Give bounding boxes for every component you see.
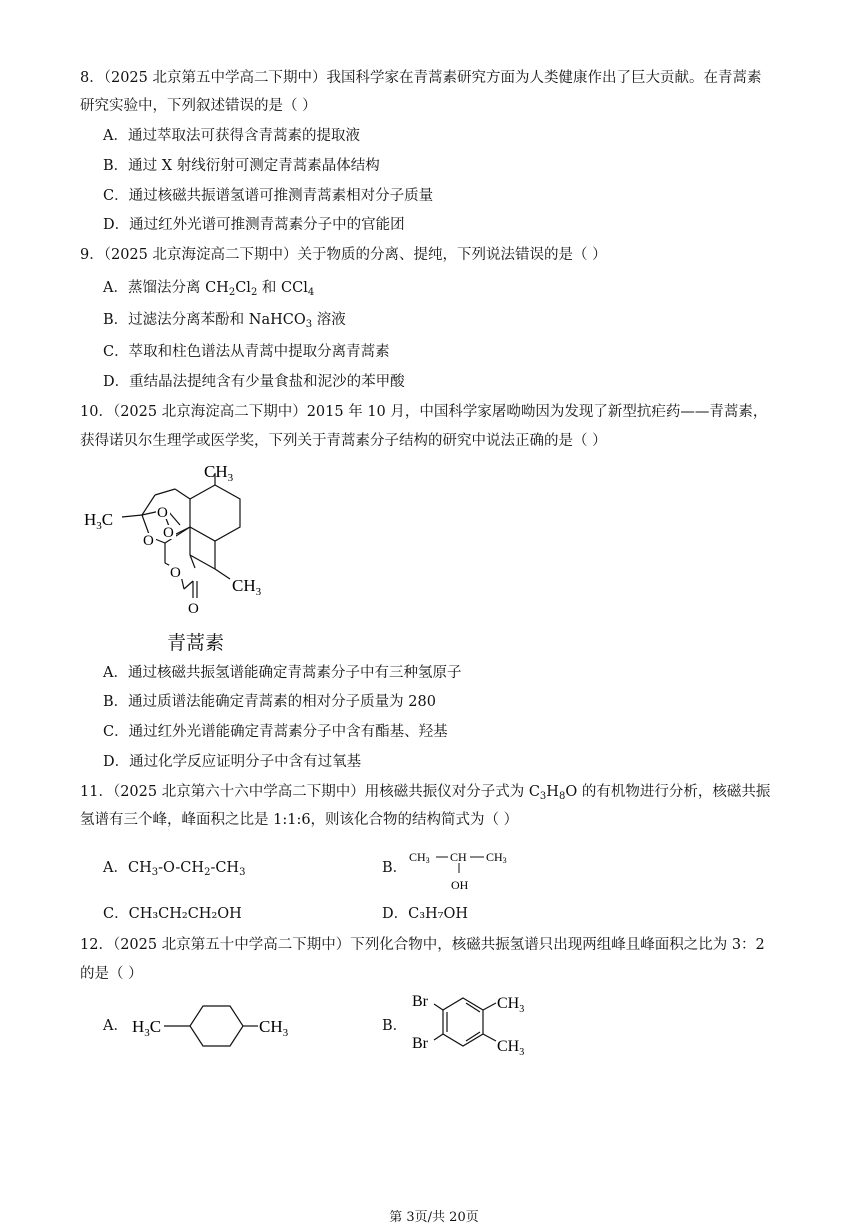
svg-text:CH3: $CH_3$	[497, 995, 525, 1015]
page-footer: 第 3页/共 20页	[389, 1210, 479, 1225]
q8-option-a[interactable]: A．通过萃取法可获得含青蒿素的提取液	[103, 128, 360, 144]
svg-text:CH3: $CH_3$	[497, 1038, 525, 1058]
isopropanol-structure	[408, 843, 518, 893]
svg-text:CH3: CH3	[409, 850, 430, 865]
q9-option-c[interactable]: C．萃取和柱色谱法从青蒿中提取分离青蒿素	[103, 344, 390, 360]
q10-option-d[interactable]: D．通过化学反应证明分子中含有过氧基	[103, 754, 362, 770]
svg-text:Br: Br	[412, 1035, 428, 1052]
q9-option-b[interactable]: B．过滤法分离苯酚和 NaHCO$_3$ 溶液	[103, 312, 346, 330]
h3c-left-label: $H_3C$	[84, 510, 114, 532]
dimethylcyclohexane-structure	[130, 1000, 300, 1052]
q11-stem-line2: 氢谱有三个峰，峰面积之比是 1:1:6，则该化合物的结构简式为（ ）	[80, 812, 519, 828]
q10-option-c[interactable]: C．通过红外光谱能确定青蒿素分子中含有酯基、羟基	[103, 724, 448, 740]
oxygen-label: O	[143, 533, 154, 549]
dibromo-dimethylbenzene-structure	[408, 988, 538, 1060]
q12-stem-line1: 12．（2025 北京第五十中学高二下期中）下列化合物中，核磁共振氢谱只出现两组峰且峰面积之比为 3：2	[80, 937, 765, 953]
q9-option-a[interactable]: A．蒸馏法分离 $CH_2Cl_2$ 和 CCl$_4$	[103, 280, 315, 298]
q11-option-d[interactable]: D．C₃H₇OH	[382, 906, 469, 922]
q10-option-a[interactable]: A．通过核磁共振氢谱能确定青蒿素分子中有三种氢原子	[103, 665, 462, 681]
svg-text:Br: Br	[412, 993, 428, 1010]
svg-text:CH3: $CH_3$	[259, 1017, 289, 1039]
q10-stem-line2: 获得诺贝尔生理学或医学奖，下列关于青蒿素分子结构的研究中说法正确的是（ ）	[80, 433, 607, 449]
svg-text:OH: OH	[451, 878, 469, 892]
svg-text:CH3: CH3	[486, 850, 507, 865]
q11-option-b-label[interactable]: B．	[382, 860, 408, 876]
q11-option-c[interactable]: C．CH₃CH₂CH₂OH	[103, 906, 242, 922]
oxygen-label: O	[163, 525, 174, 541]
q11-option-a[interactable]: A．$CH_3-O-CH_2-CH_3$	[103, 860, 246, 878]
oxygen-label: O	[170, 565, 181, 581]
q8-stem-line1: 8．（2025 北京第五中学高二下期中）我国科学家在青蒿素研究方面为人类健康作出了巨大贡献。在青蒿素	[80, 70, 762, 86]
q10-stem-line1: 10．（2025 北京海淀高二下期中）2015 年 10 月，中国科学家屠呦呦因为发现了新型抗疟药——青蒿素，	[80, 404, 768, 420]
q8-option-b[interactable]: B．通过 X 射线衍射可测定青蒿素晶体结构	[103, 158, 380, 174]
q9-option-d[interactable]: D．重结晶法提纯含有少量食盐和泥沙的苯甲酸	[103, 374, 405, 390]
oxygen-label: O	[157, 505, 168, 521]
structure-caption: 青蒿素	[167, 632, 225, 654]
ch3-top-label: $CH_3$	[204, 462, 234, 484]
q11-stem-line1: 11．（2025 北京第六十六中学高二下期中）用核磁共振仪对分子式为 $C_3H_8O$ 的有机物进行分析，核磁共振	[80, 784, 771, 802]
artemisinin-structure	[80, 455, 290, 620]
q9-stem: 9．（2025 北京海淀高二下期中）关于物质的分离、提纯，下列说法错误的是（ ）	[80, 247, 607, 263]
q10-option-b[interactable]: B．通过质谱法能确定青蒿素的相对分子质量为 280	[103, 694, 436, 710]
q12-option-b-label[interactable]: B．	[382, 1018, 408, 1034]
ch3-right-label: $CH_3$	[232, 576, 262, 598]
svg-text:H3C: $H_3C$	[132, 1017, 162, 1039]
q12-stem-line2: 的是（ ）	[80, 966, 143, 982]
carbonyl-oxygen-label: O	[188, 601, 199, 617]
svg-text:CH: CH	[450, 850, 467, 864]
q12-option-a-label[interactable]: A．	[103, 1018, 128, 1034]
q8-option-d[interactable]: D．通过红外光谱可推测青蒿素分子中的官能团	[103, 217, 405, 233]
q8-option-c[interactable]: C．通过核磁共振谱氢谱可推测青蒿素相对分子质量	[103, 188, 434, 204]
q8-stem-line2: 研究实验中，下列叙述错误的是（ ）	[80, 98, 317, 114]
